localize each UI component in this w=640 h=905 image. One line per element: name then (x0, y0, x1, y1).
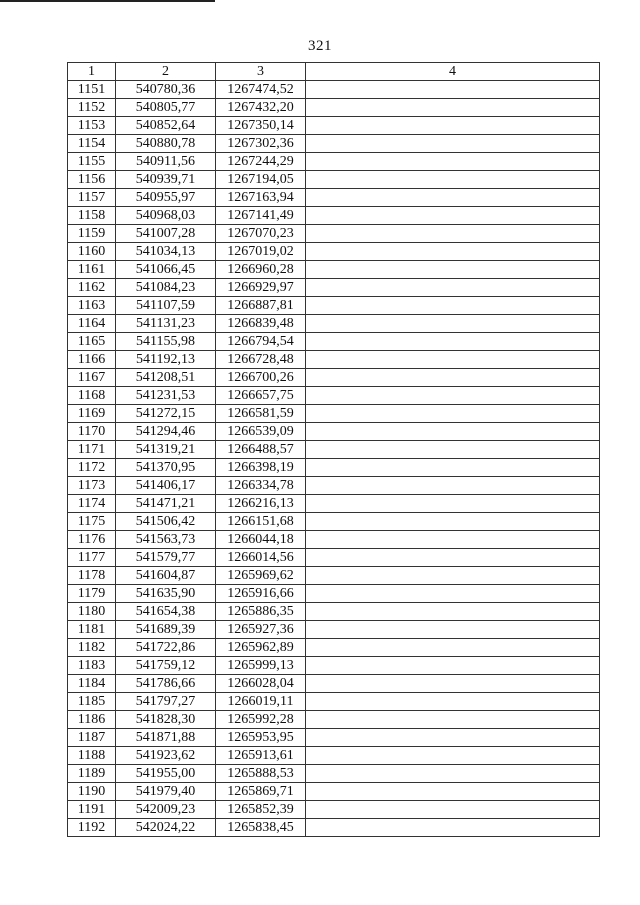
table-row (68, 459, 600, 477)
table-row (68, 621, 600, 639)
note-cell (306, 135, 600, 153)
note-cell (306, 333, 600, 351)
point-number-cell: 1177 (68, 549, 116, 567)
y-coordinate-cell: 1266887,81 (216, 297, 306, 315)
x-coordinate-cell: 540880,78 (116, 135, 216, 153)
note-cell (306, 243, 600, 261)
x-coordinate-cell: 540939,71 (116, 171, 216, 189)
note-cell (306, 351, 600, 369)
table-row (68, 207, 600, 225)
y-coordinate-cell: 1266929,97 (216, 279, 306, 297)
table-row (68, 801, 600, 819)
x-coordinate-cell: 541797,27 (116, 693, 216, 711)
table-row (68, 315, 600, 333)
y-coordinate-cell: 1265969,62 (216, 567, 306, 585)
y-coordinate-cell: 1265852,39 (216, 801, 306, 819)
point-number-cell: 1156 (68, 171, 116, 189)
point-number-cell: 1169 (68, 405, 116, 423)
table-row (68, 495, 600, 513)
y-coordinate-cell: 1265953,95 (216, 729, 306, 747)
note-cell (306, 387, 600, 405)
y-coordinate-cell: 1267019,02 (216, 243, 306, 261)
table-row (68, 783, 600, 801)
point-number-cell: 1175 (68, 513, 116, 531)
x-coordinate-cell: 541604,87 (116, 567, 216, 585)
note-cell (306, 423, 600, 441)
x-coordinate-cell: 541066,45 (116, 261, 216, 279)
table-row (68, 261, 600, 279)
table-row (68, 333, 600, 351)
point-number-cell: 1173 (68, 477, 116, 495)
table-row (68, 531, 600, 549)
x-coordinate-cell: 541406,17 (116, 477, 216, 495)
y-coordinate-cell: 1267302,36 (216, 135, 306, 153)
table-row (68, 675, 600, 693)
table-row (68, 639, 600, 657)
table-row (68, 423, 600, 441)
x-coordinate-cell: 540911,56 (116, 153, 216, 171)
x-coordinate-cell: 541294,46 (116, 423, 216, 441)
y-coordinate-cell: 1267194,05 (216, 171, 306, 189)
note-cell (306, 171, 600, 189)
x-coordinate-cell: 541654,38 (116, 603, 216, 621)
table-row (68, 297, 600, 315)
note-cell (306, 711, 600, 729)
table-row (68, 189, 600, 207)
note-cell (306, 675, 600, 693)
y-coordinate-cell: 1267474,52 (216, 81, 306, 99)
x-coordinate-cell: 540780,36 (116, 81, 216, 99)
y-coordinate-cell: 1266657,75 (216, 387, 306, 405)
y-coordinate-cell: 1266728,48 (216, 351, 306, 369)
point-number-cell: 1171 (68, 441, 116, 459)
table-row (68, 747, 600, 765)
x-coordinate-cell: 541155,98 (116, 333, 216, 351)
y-coordinate-cell: 1267432,20 (216, 99, 306, 117)
point-number-cell: 1170 (68, 423, 116, 441)
point-number-cell: 1161 (68, 261, 116, 279)
y-coordinate-cell: 1266960,28 (216, 261, 306, 279)
point-number-cell: 1153 (68, 117, 116, 135)
x-coordinate-cell: 541722,86 (116, 639, 216, 657)
y-coordinate-cell: 1265916,66 (216, 585, 306, 603)
table-row (68, 819, 600, 837)
note-cell (306, 729, 600, 747)
x-coordinate-cell: 540955,97 (116, 189, 216, 207)
table-row (68, 549, 600, 567)
point-number-cell: 1166 (68, 351, 116, 369)
column-header-2: 2 (116, 63, 216, 81)
y-coordinate-cell: 1266028,04 (216, 675, 306, 693)
x-coordinate-cell: 541370,95 (116, 459, 216, 477)
x-coordinate-cell: 541107,59 (116, 297, 216, 315)
table-row (68, 477, 600, 495)
table-row (68, 765, 600, 783)
note-cell (306, 153, 600, 171)
table-row (68, 279, 600, 297)
point-number-cell: 1157 (68, 189, 116, 207)
x-coordinate-cell: 541689,39 (116, 621, 216, 639)
y-coordinate-cell: 1266700,26 (216, 369, 306, 387)
point-number-cell: 1162 (68, 279, 116, 297)
point-number-cell: 1187 (68, 729, 116, 747)
table-row (68, 171, 600, 189)
column-header-3: 3 (216, 63, 306, 81)
note-cell (306, 117, 600, 135)
table-body (68, 81, 600, 837)
note-cell (306, 639, 600, 657)
y-coordinate-cell: 1267163,94 (216, 189, 306, 207)
y-coordinate-cell: 1266839,48 (216, 315, 306, 333)
y-coordinate-cell: 1265927,36 (216, 621, 306, 639)
y-coordinate-cell: 1265886,35 (216, 603, 306, 621)
point-number-cell: 1190 (68, 783, 116, 801)
x-coordinate-cell: 541871,88 (116, 729, 216, 747)
note-cell (306, 801, 600, 819)
point-number-cell: 1181 (68, 621, 116, 639)
note-cell (306, 585, 600, 603)
x-coordinate-cell: 541759,12 (116, 657, 216, 675)
point-number-cell: 1168 (68, 387, 116, 405)
point-number-cell: 1158 (68, 207, 116, 225)
y-coordinate-cell: 1266019,11 (216, 693, 306, 711)
point-number-cell: 1185 (68, 693, 116, 711)
note-cell (306, 621, 600, 639)
point-number-cell: 1152 (68, 99, 116, 117)
x-coordinate-cell: 541828,30 (116, 711, 216, 729)
table-row (68, 405, 600, 423)
x-coordinate-cell: 541955,00 (116, 765, 216, 783)
y-coordinate-cell: 1266044,18 (216, 531, 306, 549)
point-number-cell: 1176 (68, 531, 116, 549)
table-row (68, 351, 600, 369)
point-number-cell: 1160 (68, 243, 116, 261)
table-row (68, 657, 600, 675)
x-coordinate-cell: 541131,23 (116, 315, 216, 333)
note-cell (306, 207, 600, 225)
note-cell (306, 747, 600, 765)
table-row (68, 225, 600, 243)
column-header-4: 4 (306, 63, 600, 81)
column-header-1: 1 (68, 63, 116, 81)
y-coordinate-cell: 1266014,56 (216, 549, 306, 567)
point-number-cell: 1154 (68, 135, 116, 153)
note-cell (306, 765, 600, 783)
table-row (68, 585, 600, 603)
y-coordinate-cell: 1266488,57 (216, 441, 306, 459)
y-coordinate-cell: 1266539,09 (216, 423, 306, 441)
table-row (68, 243, 600, 261)
point-number-cell: 1165 (68, 333, 116, 351)
note-cell (306, 315, 600, 333)
point-number-cell: 1167 (68, 369, 116, 387)
note-cell (306, 603, 600, 621)
x-coordinate-cell: 541979,40 (116, 783, 216, 801)
point-number-cell: 1186 (68, 711, 116, 729)
y-coordinate-cell: 1266216,13 (216, 495, 306, 513)
table-row (68, 693, 600, 711)
note-cell (306, 459, 600, 477)
y-coordinate-cell: 1267141,49 (216, 207, 306, 225)
point-number-cell: 1192 (68, 819, 116, 837)
x-coordinate-cell: 541319,21 (116, 441, 216, 459)
page-number: 321 (308, 38, 332, 54)
y-coordinate-cell: 1265992,28 (216, 711, 306, 729)
x-coordinate-cell: 541923,62 (116, 747, 216, 765)
point-number-cell: 1191 (68, 801, 116, 819)
coordinates-table (67, 62, 600, 837)
note-cell (306, 99, 600, 117)
point-number-cell: 1184 (68, 675, 116, 693)
note-cell (306, 549, 600, 567)
x-coordinate-cell: 542009,23 (116, 801, 216, 819)
x-coordinate-cell: 541506,42 (116, 513, 216, 531)
x-coordinate-cell: 541635,90 (116, 585, 216, 603)
table-row (68, 603, 600, 621)
top-edge-rule (0, 0, 215, 2)
point-number-cell: 1151 (68, 81, 116, 99)
x-coordinate-cell: 541231,53 (116, 387, 216, 405)
y-coordinate-cell: 1267244,29 (216, 153, 306, 171)
y-coordinate-cell: 1265888,53 (216, 765, 306, 783)
note-cell (306, 441, 600, 459)
point-number-cell: 1180 (68, 603, 116, 621)
note-cell (306, 513, 600, 531)
y-coordinate-cell: 1266794,54 (216, 333, 306, 351)
y-coordinate-cell: 1265913,61 (216, 747, 306, 765)
point-number-cell: 1155 (68, 153, 116, 171)
y-coordinate-cell: 1265838,45 (216, 819, 306, 837)
point-number-cell: 1174 (68, 495, 116, 513)
y-coordinate-cell: 1265999,13 (216, 657, 306, 675)
note-cell (306, 279, 600, 297)
note-cell (306, 477, 600, 495)
y-coordinate-cell: 1265962,89 (216, 639, 306, 657)
point-number-cell: 1179 (68, 585, 116, 603)
point-number-cell: 1172 (68, 459, 116, 477)
table-row (68, 81, 600, 99)
x-coordinate-cell: 541786,66 (116, 675, 216, 693)
x-coordinate-cell: 541192,13 (116, 351, 216, 369)
x-coordinate-cell: 540805,77 (116, 99, 216, 117)
table-row (68, 99, 600, 117)
note-cell (306, 297, 600, 315)
y-coordinate-cell: 1266581,59 (216, 405, 306, 423)
table-header-row (68, 63, 600, 81)
note-cell (306, 405, 600, 423)
note-cell (306, 531, 600, 549)
table-row (68, 513, 600, 531)
point-number-cell: 1188 (68, 747, 116, 765)
note-cell (306, 81, 600, 99)
note-cell (306, 261, 600, 279)
point-number-cell: 1164 (68, 315, 116, 333)
x-coordinate-cell: 540852,64 (116, 117, 216, 135)
point-number-cell: 1159 (68, 225, 116, 243)
table-row (68, 441, 600, 459)
point-number-cell: 1189 (68, 765, 116, 783)
y-coordinate-cell: 1266151,68 (216, 513, 306, 531)
x-coordinate-cell: 541007,28 (116, 225, 216, 243)
table-row (68, 387, 600, 405)
y-coordinate-cell: 1266334,78 (216, 477, 306, 495)
note-cell (306, 657, 600, 675)
point-number-cell: 1182 (68, 639, 116, 657)
table-row (68, 117, 600, 135)
point-number-cell: 1163 (68, 297, 116, 315)
table-row (68, 729, 600, 747)
table-row (68, 711, 600, 729)
note-cell (306, 189, 600, 207)
x-coordinate-cell: 541579,77 (116, 549, 216, 567)
x-coordinate-cell: 541208,51 (116, 369, 216, 387)
table-row (68, 135, 600, 153)
table-row (68, 369, 600, 387)
note-cell (306, 225, 600, 243)
note-cell (306, 693, 600, 711)
table-row (68, 567, 600, 585)
y-coordinate-cell: 1267350,14 (216, 117, 306, 135)
y-coordinate-cell: 1266398,19 (216, 459, 306, 477)
point-number-cell: 1183 (68, 657, 116, 675)
x-coordinate-cell: 541272,15 (116, 405, 216, 423)
note-cell (306, 819, 600, 837)
x-coordinate-cell: 541084,23 (116, 279, 216, 297)
note-cell (306, 495, 600, 513)
x-coordinate-cell: 541471,21 (116, 495, 216, 513)
note-cell (306, 783, 600, 801)
x-coordinate-cell: 540968,03 (116, 207, 216, 225)
note-cell (306, 369, 600, 387)
x-coordinate-cell: 542024,22 (116, 819, 216, 837)
y-coordinate-cell: 1265869,71 (216, 783, 306, 801)
point-number-cell: 1178 (68, 567, 116, 585)
y-coordinate-cell: 1267070,23 (216, 225, 306, 243)
note-cell (306, 567, 600, 585)
x-coordinate-cell: 541034,13 (116, 243, 216, 261)
table-row (68, 153, 600, 171)
x-coordinate-cell: 541563,73 (116, 531, 216, 549)
